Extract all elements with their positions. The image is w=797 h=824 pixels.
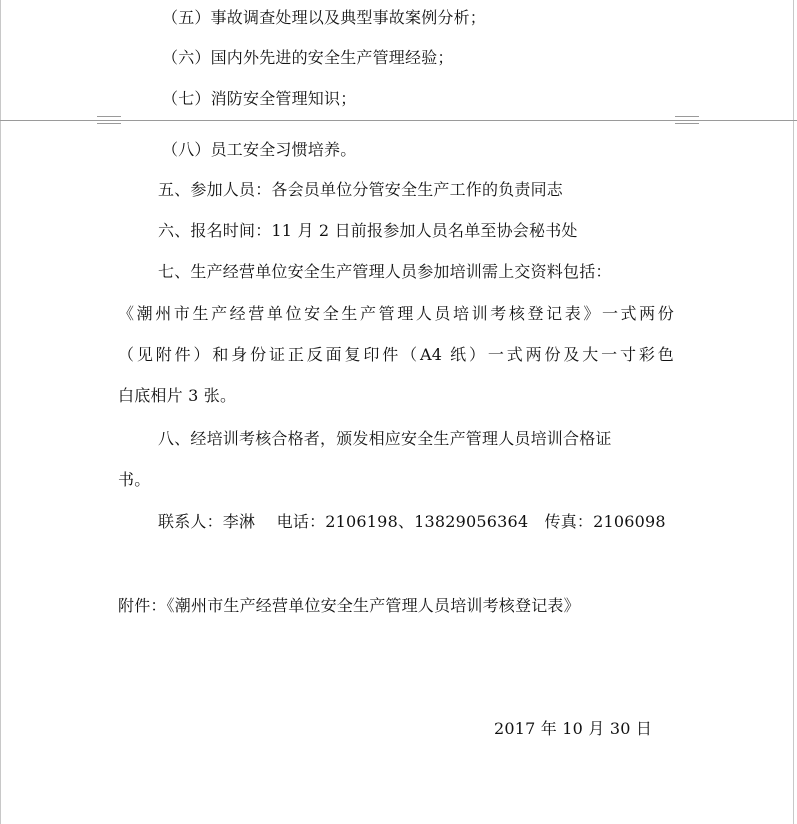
page-left-edge (0, 0, 1, 824)
page-right-edge (793, 0, 794, 824)
section-6-registration-time: 六、报名时间：11 月 2 日前报参加人员名单至协会秘书处 (158, 221, 578, 240)
section-7-line-2: 《潮州市生产经营单位安全生产管理人员培训考核登记表》一式两份 (118, 304, 674, 323)
page-break-right-marker (675, 116, 699, 124)
document-date: 2017 年 10 月 30 日 (494, 719, 653, 738)
list-item-7: （七）消防安全管理知识； (162, 89, 357, 108)
section-5-participants: 五、参加人员：各会员单位分管安全生产工作的负责同志 (158, 180, 564, 199)
attachment-note: 附件：《潮州市生产经营单位安全生产管理人员培训考核登记表》 (118, 596, 580, 615)
contact-info: 联系人：李淋 电话：2106198、13829056364 传真：2106098 (158, 512, 666, 531)
section-8-line-1: 八、经培训考核合格者，颁发相应安全生产管理人员培训合格证 (158, 429, 612, 448)
section-8-line-2: 书。 (118, 470, 151, 489)
section-7-line-1: 七、生产经营单位安全生产管理人员参加培训需上交资料包括： (158, 262, 612, 281)
list-item-6: （六）国内外先进的安全生产管理经验； (162, 48, 454, 67)
page-break-left-marker (97, 116, 121, 124)
section-7-line-3: （见附件）和身份证正反面复印件（A4 纸）一式两份及大一寸彩色 (118, 345, 674, 364)
list-item-8: （八）员工安全习惯培养。 (162, 140, 357, 159)
list-item-5: （五）事故调查处理以及典型事故案例分析； (162, 8, 487, 27)
section-7-line-4: 白底相片 3 张。 (118, 386, 237, 405)
